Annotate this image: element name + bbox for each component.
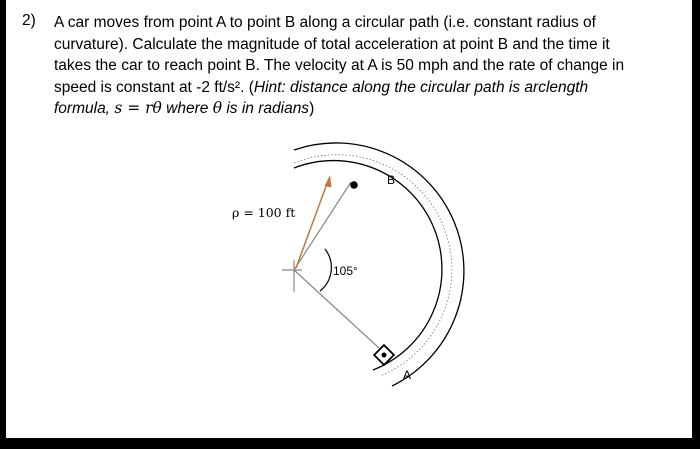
problem-line-4-text: speed is constant at -2 ft/s². ( — [54, 78, 254, 96]
hint-formula-label: formula, — [54, 100, 115, 117]
problem-line-3: takes the car to reach point B. The velocity at A is 50 mph and the rate of change in — [54, 57, 625, 74]
hint-where: where — [161, 100, 213, 117]
rho-arrowhead — [325, 175, 332, 188]
radius-line-to-a — [294, 270, 379, 348]
problem-number: 2) — [22, 12, 36, 29]
hint-formula: s = rθ — [114, 99, 162, 117]
hint-theta: θ — [212, 99, 223, 117]
circular-path-diagram — [6, 0, 692, 438]
angle-arc — [320, 249, 331, 291]
car-at-a — [374, 345, 394, 365]
point-b-label: B — [387, 173, 396, 187]
problem-line-2: curvature). Calculate the magnitude of total acceleration at point B and the time it — [54, 35, 610, 53]
problem-page — [6, 0, 692, 438]
hint-line-4: Hint: distance along the circular path is arclength — [253, 78, 589, 96]
hint-radians: is in radians — [222, 100, 310, 117]
hint-close-paren: ) — [309, 100, 315, 117]
point-a-label: A — [403, 368, 412, 382]
radius-label: ρ = 100 ft — [232, 205, 296, 220]
problem-line-1: A car moves from point A to point B along a circular path (i.e. constant radius of — [54, 14, 596, 31]
point-b-marker — [350, 181, 358, 189]
angle-label: 105° — [333, 264, 358, 278]
